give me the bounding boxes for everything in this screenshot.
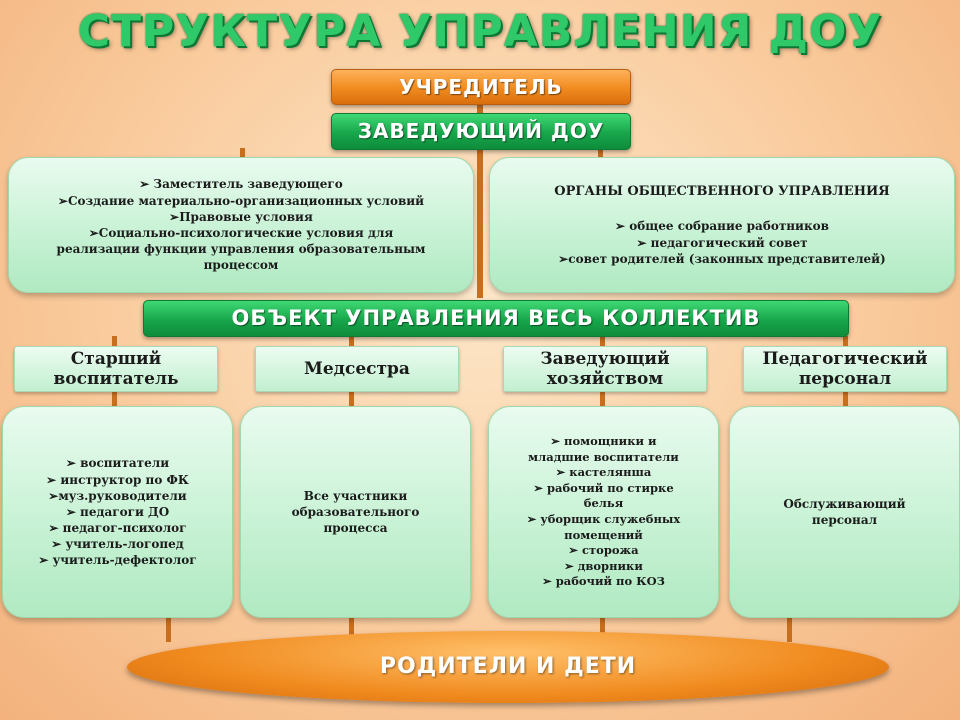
staff-item: ➢ учитель-логопед (51, 537, 184, 552)
column-header-senior-educator-line-2: воспитатель (53, 369, 179, 389)
column-header-teaching-staff (743, 346, 947, 392)
column-header-senior-educator-line-1: Старший (70, 349, 162, 369)
column-header-housekeeping-head (503, 346, 707, 392)
scope-line: Обслуживающий (783, 496, 906, 511)
housekeeping-staff-card (488, 406, 719, 618)
page-title: СТРУКТУРА УПРАВЛЕНИЯ ДОУ (77, 6, 883, 57)
staff-item: младшие воспитатели (528, 449, 679, 464)
staff-item: ➢ учитель-дефектолог (38, 553, 197, 568)
column-header-nurse (255, 346, 459, 392)
staff-item: ➢ дворники (564, 558, 643, 573)
scope-line: процесса (323, 521, 388, 536)
senior-educator-staff-card (2, 406, 233, 618)
scope-line: Все участники (303, 488, 408, 503)
staff-item: ➢ рабочий по стирке (533, 480, 674, 495)
staff-item: ➢ педагоги ДО (65, 504, 170, 519)
staff-item: белья (583, 496, 624, 511)
staff-item: ➢ уборщик служебных (526, 512, 681, 526)
governance-line-1: ➢ общее собрание работников (615, 219, 829, 234)
staff-item: ➢ сторожа (568, 543, 639, 558)
staff-item: ➢ воспитатели (65, 456, 170, 471)
staff-item: помещений (564, 527, 643, 542)
column-header-housekeeping-head-line-1: Заведующий (540, 349, 670, 369)
staff-item: ➢ педагог-психолог (48, 521, 187, 536)
column-header-housekeeping-head-line-2: хозяйством (546, 369, 664, 389)
column-header-nurse-line-1: Медсестра (304, 359, 410, 379)
admin-line-3: ➢Правовые условия (169, 209, 313, 224)
public-governance-box (489, 157, 955, 293)
admin-line-6: процессом (203, 258, 279, 273)
staff-item: ➢ кастелянша (555, 465, 652, 480)
head-box: ЗАВЕДУЮЩИЙ ДОУ (331, 113, 631, 150)
nurse-scope-card (240, 406, 471, 618)
admin-line-4: ➢Социально-психологические условия для (88, 226, 394, 240)
column-header-senior-educator (14, 346, 218, 392)
connector-col4-bottom (787, 616, 792, 642)
scope-line: персонал (811, 513, 878, 527)
governance-line-3: ➢совет родителей (законных представителей) (558, 251, 886, 266)
governance-heading: ОРГАНЫ ОБЩЕСТВЕННОГО УПРАВЛЕНИЯ (554, 183, 890, 199)
admin-support-box (8, 157, 474, 293)
column-header-teaching-staff-line-2: персонал (798, 369, 892, 389)
staff-item: ➢ помощники и (550, 434, 657, 449)
connector-col1-bottom (166, 616, 171, 642)
parents-and-children-ellipse: РОДИТЕЛИ И ДЕТИ (127, 631, 889, 703)
column-header-teaching-staff-line-1: Педагогический (762, 349, 928, 369)
admin-line-2: ➢Создание материально-организационных условий (57, 193, 425, 208)
scope-line: образовательного (291, 504, 420, 519)
staff-item: ➢муз.руководители (48, 488, 187, 503)
staff-item: ➢ рабочий по КОЗ (542, 574, 665, 589)
staff-item: ➢ инструктор по ФК (46, 472, 189, 487)
management-object-bar: ОБЪЕКТ УПРАВЛЕНИЯ ВЕСЬ КОЛЛЕКТИВ (143, 300, 849, 337)
admin-line-1: ➢ Заместитель заведующего (139, 177, 343, 192)
governance-line-2: ➢ педагогический совет (636, 235, 808, 250)
service-staff-card (729, 406, 960, 618)
admin-line-5: реализации функции управления образовательным (56, 242, 426, 257)
founder-box: УЧРЕДИТЕЛЬ (331, 69, 631, 105)
